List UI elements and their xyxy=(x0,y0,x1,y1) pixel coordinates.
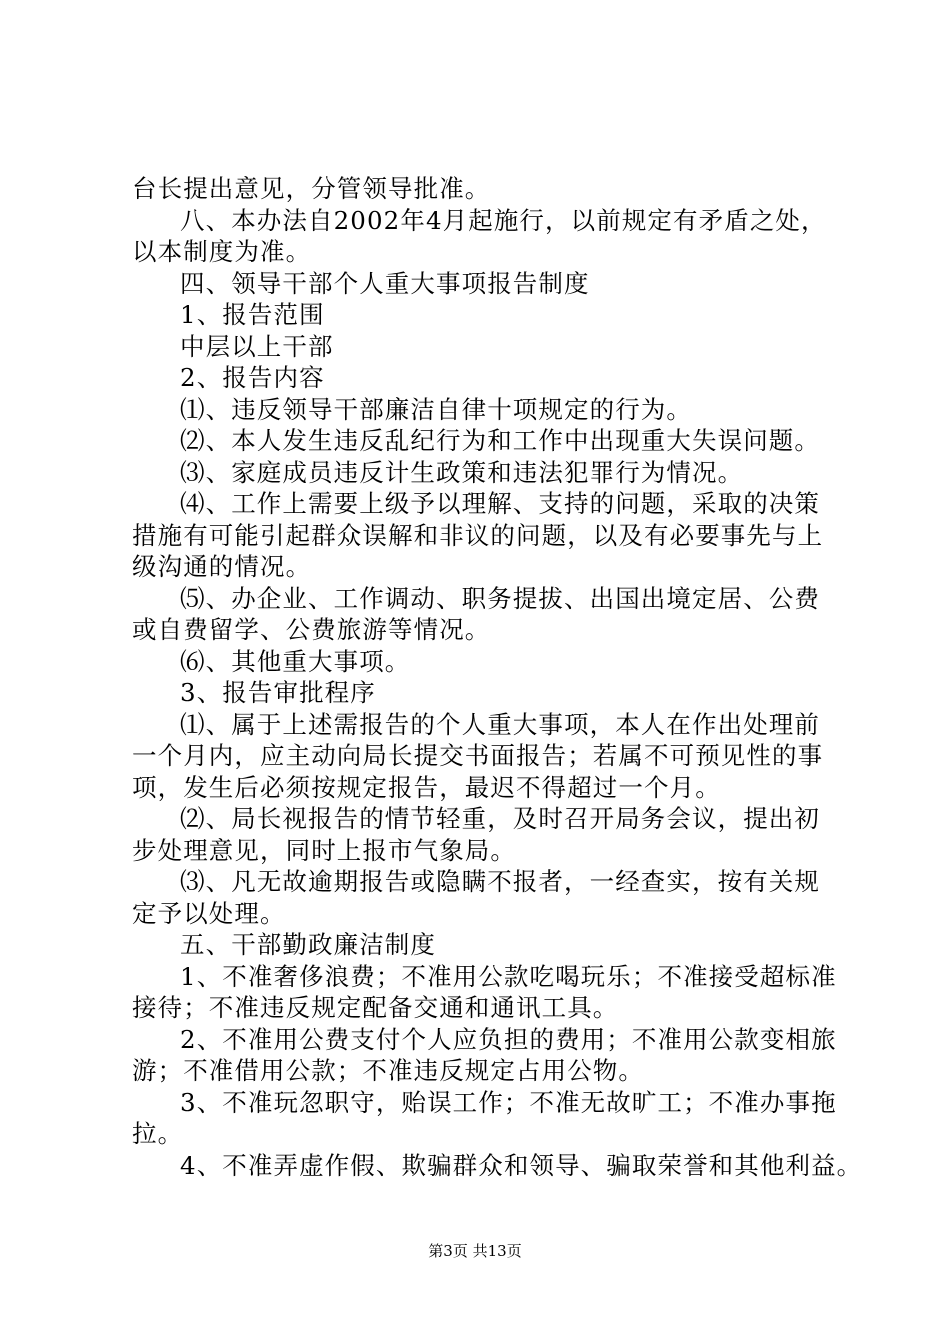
text-line: ⑸、办企业、工作调动、职务提拔、出国出境定居、公费 xyxy=(180,583,820,613)
text-line: 措施有可能引起群众误解和非议的问题，以及有必要事先与上 xyxy=(132,520,824,550)
text-line: 拉。 xyxy=(132,1119,184,1148)
text-line: 中层以上干部 xyxy=(180,331,334,361)
text-line: 八、本办法自2002年4月起施行，以前规定有矛盾之处， xyxy=(180,205,827,235)
text-line: ⑵、局长视报告的情节轻重，及时召开局务会议，提出初 xyxy=(180,804,820,833)
text-line: 1、不准奢侈浪费；不准用公款吃喝玩乐；不准接受超标准 xyxy=(180,961,837,991)
text-line: ⑷、工作上需要上级予以理解、支持的问题，采取的决策 xyxy=(180,489,820,518)
text-line: 接待；不准违反规定配备交通和通讯工具。 xyxy=(132,993,619,1022)
text-line: ⑴、属于上述需报告的个人重大事项，本人在作出处理前 xyxy=(180,709,820,739)
text-line: 3、不准玩忽职守，贻误工作；不准无故旷工；不准办事拖 xyxy=(180,1087,837,1117)
text-line: 级沟通的情况。 xyxy=(132,552,312,581)
subsection-heading: 3、报告审批程序 xyxy=(180,678,376,707)
text-line: 一个月内，应主动向局长提交书面报告；若属不可预见性的事 xyxy=(132,741,824,770)
page-footer: 第3页 共13页 xyxy=(428,1242,522,1260)
text-line: ⑶、凡无故逾期报告或隐瞒不报者，一经查实，按有关规 xyxy=(180,867,820,896)
text-line: 台长提出意见，分管领导批准。 xyxy=(132,174,491,203)
text-line: ⑹、其他重大事项。 xyxy=(180,646,411,676)
text-line: ⑵、本人发生违反乱纪行为和工作中出现重大失误问题。 xyxy=(180,426,820,455)
section-heading: 四、领导干部个人重大事项报告制度 xyxy=(180,268,590,298)
text-line: 步处理意见，同时上报市气象局。 xyxy=(132,835,516,865)
text-line: 4、不准弄虚作假、欺骗群众和领导、骗取荣誉和其他利益。 xyxy=(180,1150,863,1180)
text-line: 或自费留学、公费旅游等情况。 xyxy=(132,615,491,644)
text-line: 定予以处理。 xyxy=(132,898,286,928)
text-line: 游；不准借用公款；不准违反规定占用公物。 xyxy=(132,1056,644,1085)
document-body xyxy=(132,173,863,1181)
text-line: 项，发生后必须按规定报告，最迟不得超过一个月。 xyxy=(132,772,721,802)
section-heading: 五、干部勤政廉洁制度 xyxy=(180,930,436,959)
text-line: 2、不准用公费支付个人应负担的费用；不准用公款变相旅 xyxy=(180,1024,837,1054)
subsection-heading: 2、报告内容 xyxy=(180,363,325,392)
text-line: 以本制度为准。 xyxy=(132,237,312,266)
text-line: ⑴、违反领导干部廉洁自律十项规定的行为。 xyxy=(180,394,692,424)
text-line: ⑶、家庭成员违反计生政策和违法犯罪行为情况。 xyxy=(180,457,744,487)
subsection-heading: 1、报告范围 xyxy=(180,300,325,329)
